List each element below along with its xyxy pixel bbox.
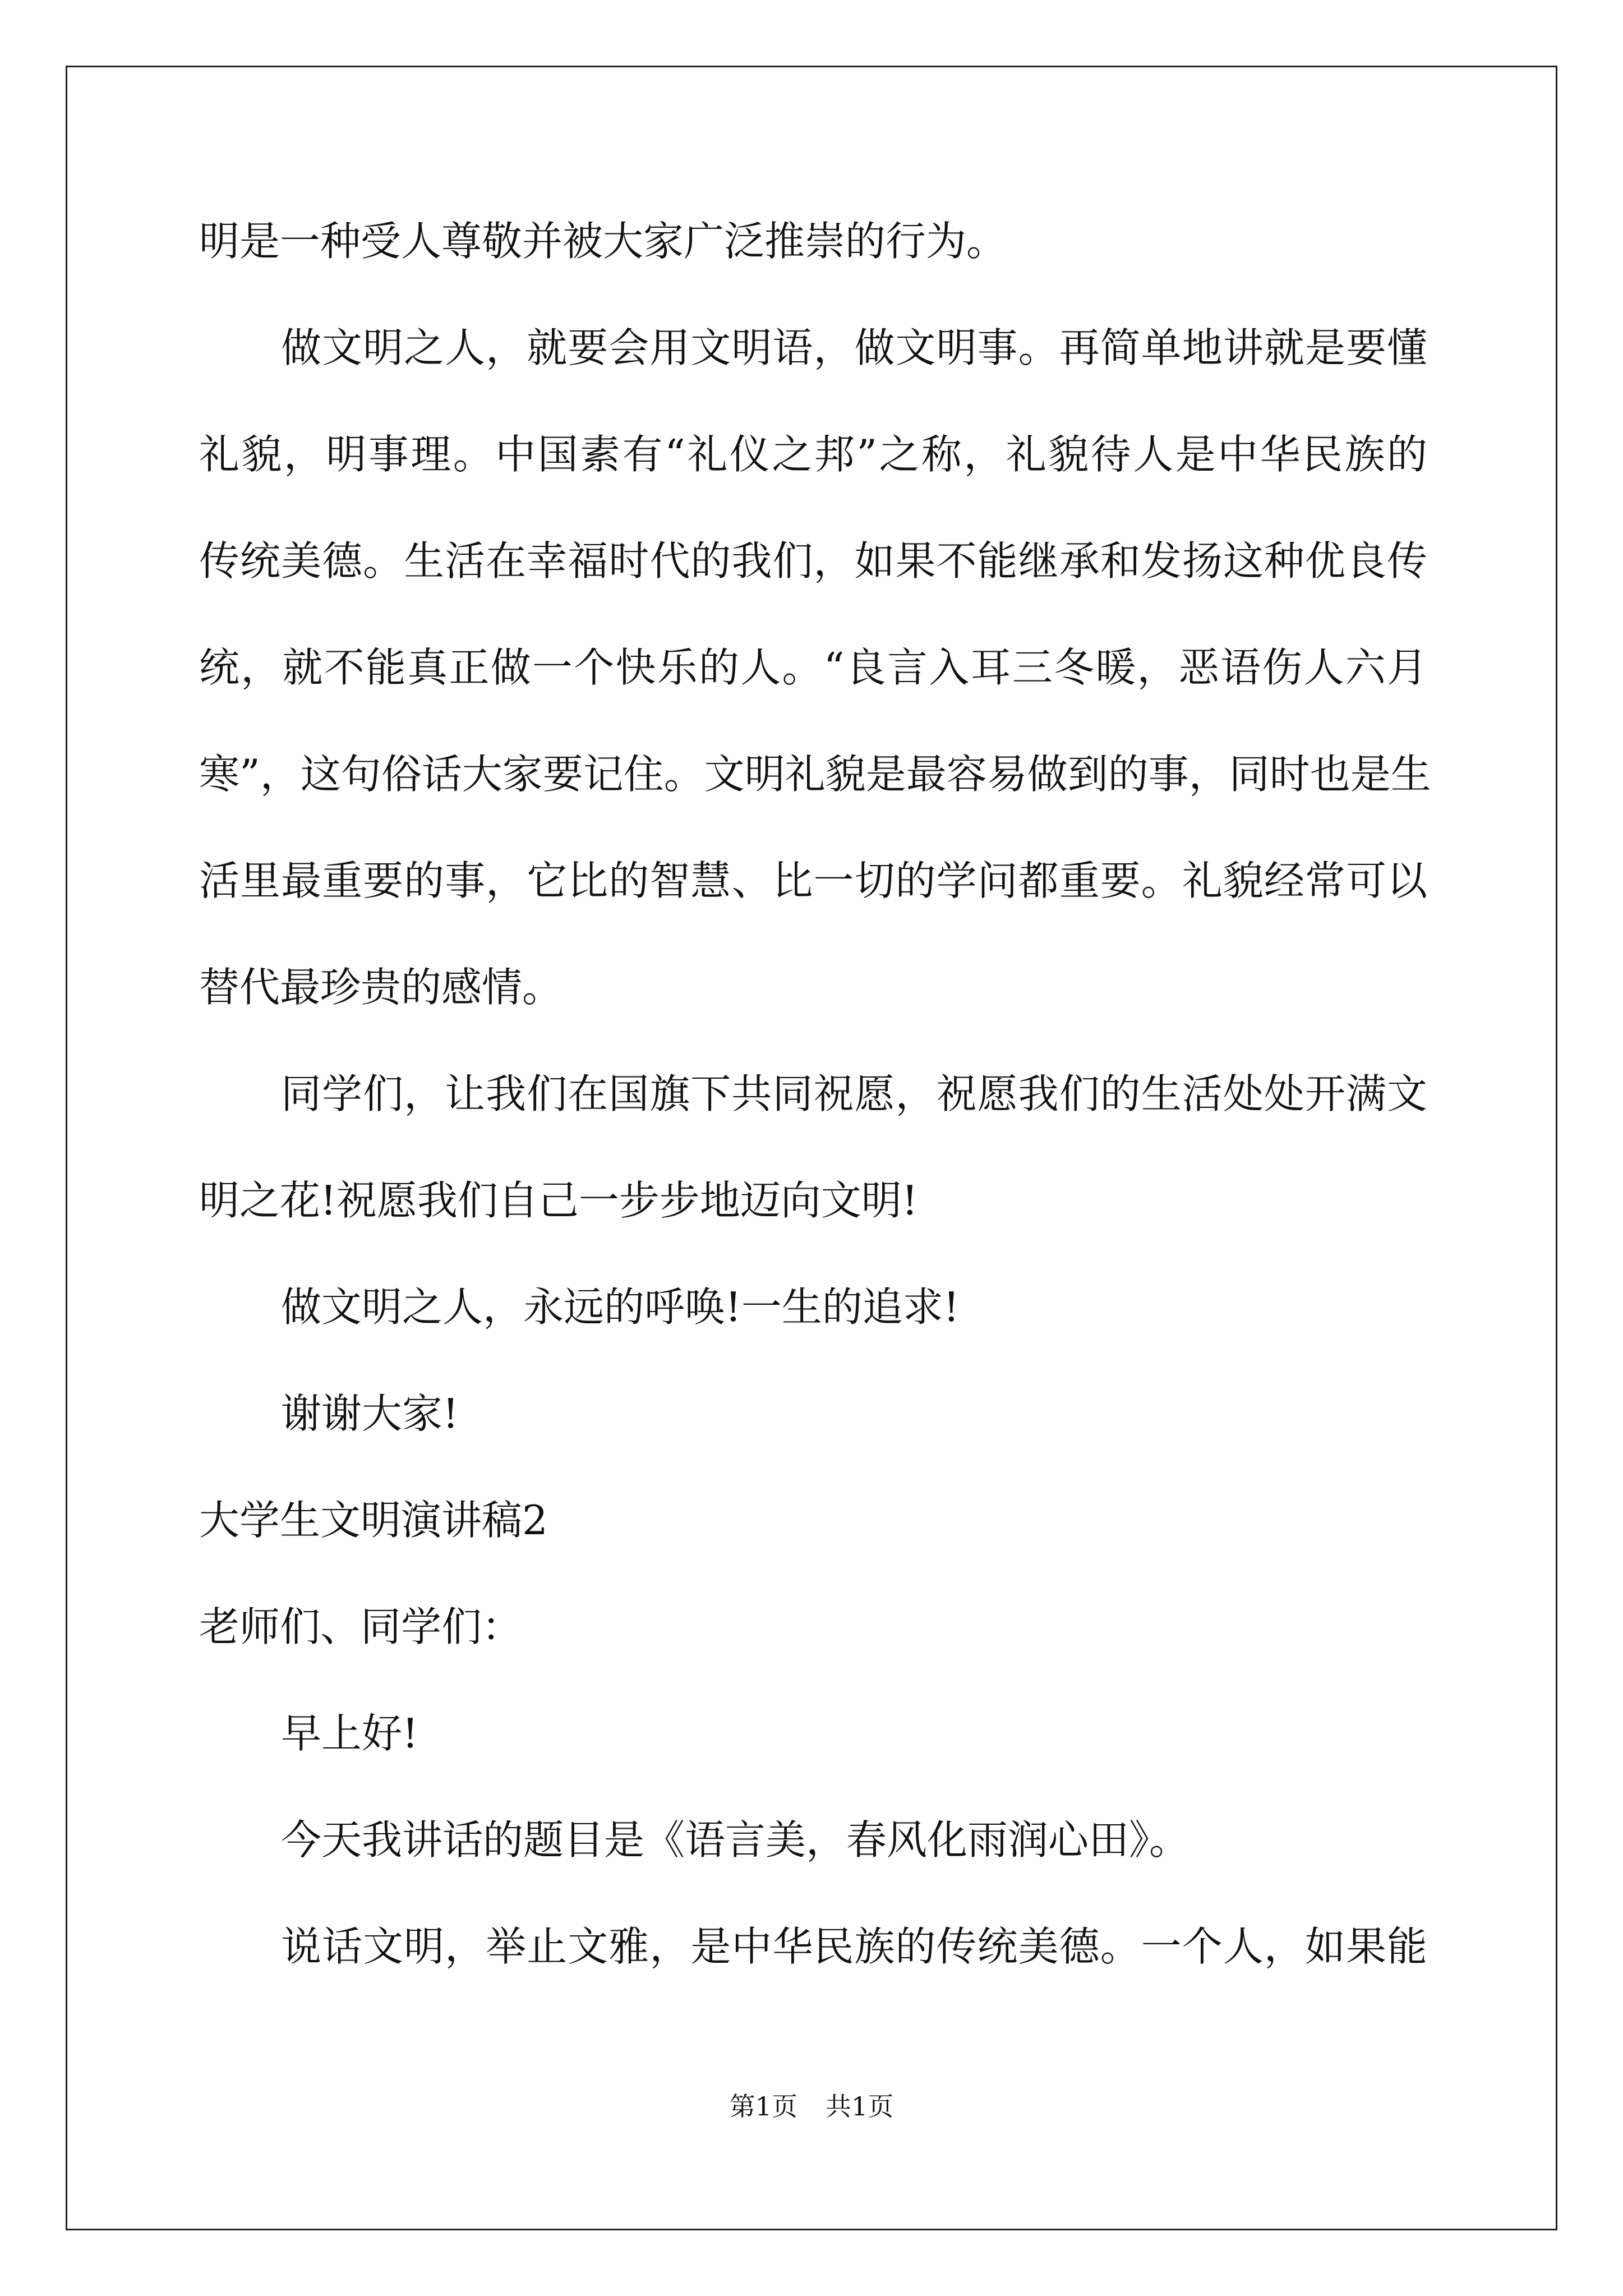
- text-line: 替代最珍贵的感情。: [199, 964, 563, 1011]
- text-line: 做文明之人，就要会用文明语，做文明事。再简单地讲就是要懂: [281, 324, 1427, 371]
- text-line: 早上好!: [281, 1710, 418, 1757]
- text-line: 说话文明，举止文雅，是中华民族的传统美德。一个人，如果能: [281, 1923, 1427, 1970]
- text-line: 谢谢大家!: [281, 1390, 459, 1437]
- text-line: 活里最重要的事，它比的智慧、比一切的学问都重要。礼貌经常可以: [199, 857, 1427, 904]
- text-line: 同学们，让我们在国旗下共同祝愿，祝愿我们的生活处处开满文: [281, 1070, 1427, 1117]
- text-line: 礼貌，明事理。中国素有“礼仪之邦”之称，礼貌待人是中华民族的: [199, 431, 1427, 478]
- page-border: [66, 66, 1557, 2230]
- text-line: 做文明之人，永远的呼唤!一生的追求!: [281, 1283, 960, 1331]
- text-line: 明是一种受人尊敬并被大家广泛推崇的行为。: [199, 218, 1007, 265]
- page-footer: [0, 2090, 1623, 2123]
- text-line: 传统美德。生活在幸福时代的我们，如果不能继承和发扬这种优良传: [199, 537, 1427, 585]
- salutation: 老师们、同学们：: [199, 1603, 523, 1650]
- section-heading: 大学生文明演讲稿2: [199, 1497, 548, 1544]
- page-number: 第1页: [729, 2091, 797, 2122]
- text-line: 寒”，这句俗话大家要记住。文明礼貌是最容易做到的事，同时也是生: [199, 751, 1431, 798]
- page-total: 共1页: [826, 2091, 894, 2122]
- text-line: 今天我讲话的题目是《语言美，春风化雨润心田》。: [281, 1816, 1190, 1864]
- text-line: 统，就不能真正做一个快乐的人。“良言入耳三冬暖，恶语伤人六月: [199, 644, 1427, 691]
- text-line: 明之花!祝愿我们自己一步步地迈向文明!: [199, 1177, 918, 1224]
